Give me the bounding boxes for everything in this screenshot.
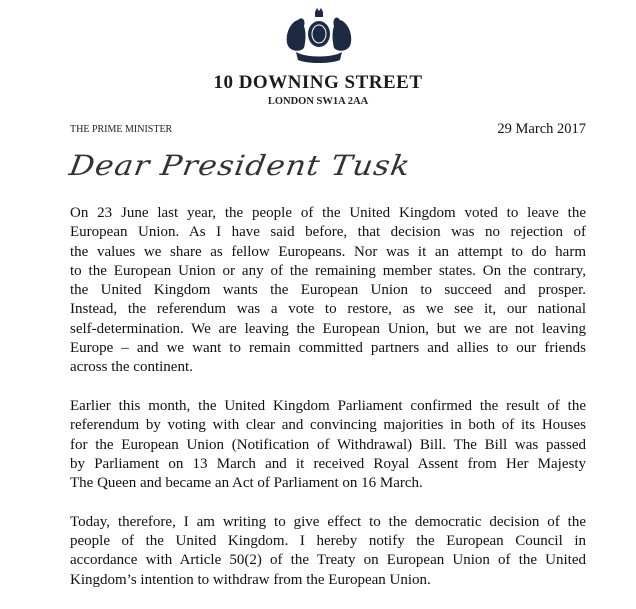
- paragraph-line: the United Kingdom wants the European Union to succeed and prosper.: [70, 282, 586, 299]
- paragraph-line: Instead, the referendum was a vote to restore, as we see it, our national: [70, 301, 586, 318]
- paragraph-line: people of the United Kingdom. I hereby notify the European Council in: [70, 533, 586, 550]
- paragraph-line: self-determination. We are leaving the European Union, but we are not leaving: [70, 320, 586, 337]
- letter-paragraph: [70, 204, 586, 378]
- paragraph-line: across the continent.: [70, 359, 193, 376]
- paragraph-line: by Parliament on 13 March and it received Royal Assent from Her Majesty: [70, 455, 586, 472]
- paragraph-line: referendum by voting with clear and convincing majorities in both of its Houses: [70, 417, 586, 434]
- paragraph-line: Today, therefore, I am writing to give effect to the democratic decision of the: [70, 513, 586, 530]
- letter-date: 29 March 2017: [497, 121, 586, 137]
- paragraph-line: Kingdom’s intention to withdraw from the European Union.: [70, 571, 431, 588]
- paragraph-line: Earlier this month, the United Kingdom Parliament confirmed the result of the: [70, 397, 586, 414]
- paragraph-line: On 23 June last year, the people of the United Kingdom voted to leave the: [70, 205, 586, 221]
- paragraph-line: Europe – and we want to remain committed partners and allies to our friends: [70, 340, 586, 357]
- letter-paragraph: [70, 513, 586, 590]
- paragraph-line: the values we share as fellow Europeans. Nor was it an attempt to do harm: [70, 243, 586, 260]
- paragraph-line: European Union. As I have said before, that decision was no rejection of: [70, 224, 586, 241]
- paragraph-line: accordance with Article 50(2) of the Treaty on European Union of the United: [70, 552, 586, 569]
- paragraph-line: for the European Union (Notification of Withdrawal) Bill. The Bill was passed: [70, 436, 586, 453]
- letterhead-address: LONDON SW1A 2AA: [267, 96, 369, 107]
- letter-paragraph: [70, 397, 586, 493]
- coat-of-arms-icon: [282, 6, 356, 68]
- handwritten-salutation: Dear President Tusk: [66, 150, 414, 183]
- paragraph-line: to the European Union or any of the remaining member states. On the contrary,: [70, 262, 586, 279]
- sender-title: THE PRIME MINISTER: [70, 124, 173, 135]
- letterhead-title: 10 DOWNING STREET: [213, 72, 423, 93]
- paragraph-line: The Queen and became an Act of Parliament on 16 March.: [70, 475, 423, 492]
- letter-body: [70, 204, 586, 609]
